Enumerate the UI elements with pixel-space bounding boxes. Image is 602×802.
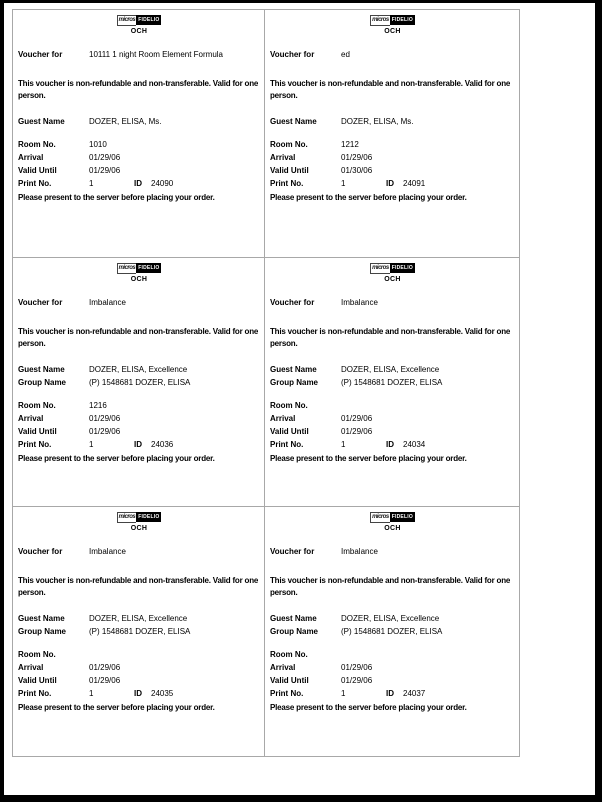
id-value: 24090 [151, 179, 174, 188]
id-label: ID [386, 440, 394, 449]
arrival-value: 01/29/06 [89, 153, 121, 162]
print-no-value: 1 [89, 440, 94, 449]
arrival-row [270, 151, 515, 164]
footer-text: Please present to the server before placing your order. [270, 454, 467, 463]
valid-until-row [18, 164, 260, 177]
valid-until-label: Valid Until [18, 427, 57, 436]
terms-text: This voucher is non-refundable and non-transferable. Valid for one person. [18, 79, 259, 100]
property-code: OCH [384, 525, 401, 532]
footer-text: Please present to the server before placing your order. [270, 193, 467, 202]
arrival-row [270, 412, 515, 425]
fidelio-logo-text: FIDELIO [138, 17, 160, 23]
guest-name-value: DOZER, ELISA, Excellence [341, 365, 440, 374]
guest-name-row [18, 363, 260, 376]
id-label: ID [134, 689, 142, 698]
guest-name-value: DOZER, ELISA, Ms. [341, 117, 414, 126]
arrival-label: Arrival [270, 153, 296, 162]
voucher-for-row [270, 48, 515, 61]
room-no-value: 1010 [89, 140, 107, 149]
voucher-card [13, 10, 265, 258]
footer-text: Please present to the server before placing your order. [18, 454, 215, 463]
voucher-for-label: Voucher for [270, 50, 315, 59]
room-no-value: 1216 [89, 401, 107, 410]
valid-until-row [270, 164, 515, 177]
guest-name-row [270, 612, 515, 625]
print-no-row [18, 687, 260, 700]
footer-text: Please present to the server before placing your order. [18, 193, 215, 202]
voucher-card [265, 10, 520, 258]
voucher-page [4, 3, 595, 795]
voucher-for-label: Voucher for [18, 547, 63, 556]
room-no-row [270, 648, 515, 661]
voucher-for-value: Imbalance [341, 298, 378, 307]
micros-logo-text: micros [117, 15, 137, 26]
print-no-label: Print No. [18, 179, 52, 188]
print-no-label: Print No. [270, 440, 304, 449]
voucher-for-label: Voucher for [270, 298, 315, 307]
room-no-row [270, 399, 515, 412]
voucher-card [13, 507, 265, 757]
micros-logo-text: micros [370, 15, 390, 26]
group-name-row [270, 376, 515, 389]
terms-text: This voucher is non-refundable and non-transferable. Valid for one person. [270, 327, 511, 348]
group-name-row [18, 625, 260, 638]
group-name-value: (P) 1548681 DOZER, ELISA [341, 627, 443, 636]
footer-text: Please present to the server before placing your order. [270, 703, 467, 712]
fidelio-logo-text: FIDELIO [138, 265, 160, 271]
arrival-row [18, 151, 260, 164]
arrival-label: Arrival [270, 663, 296, 672]
voucher-for-row [270, 545, 515, 558]
terms-text: This voucher is non-refundable and non-transferable. Valid for one person. [18, 327, 259, 348]
id-value: 24037 [403, 689, 426, 698]
room-no-label: Room No. [18, 650, 56, 659]
micros-fidelio-logo [18, 15, 260, 25]
valid-until-label: Valid Until [18, 166, 57, 175]
voucher-for-value: ed [341, 50, 350, 59]
arrival-row [270, 661, 515, 674]
valid-until-value: 01/29/06 [89, 427, 121, 436]
group-name-value: (P) 1548681 DOZER, ELISA [89, 627, 191, 636]
arrival-label: Arrival [18, 663, 44, 672]
voucher-for-value: Imbalance [89, 547, 126, 556]
valid-until-row [18, 674, 260, 687]
arrival-label: Arrival [18, 414, 44, 423]
footer-text: Please present to the server before placing your order. [18, 703, 215, 712]
room-no-row [18, 138, 260, 151]
group-name-row [18, 376, 260, 389]
voucher-for-row [270, 296, 515, 309]
guest-name-value: DOZER, ELISA, Ms. [89, 117, 162, 126]
valid-until-value: 01/30/06 [341, 166, 373, 175]
micros-fidelio-logo [270, 512, 515, 522]
voucher-for-label: Voucher for [18, 298, 63, 307]
valid-until-value: 01/29/06 [89, 166, 121, 175]
print-no-value: 1 [341, 440, 346, 449]
print-no-value: 1 [341, 689, 346, 698]
id-label: ID [386, 689, 394, 698]
voucher-card [265, 258, 520, 507]
guest-name-label: Guest Name [270, 614, 317, 623]
guest-name-row [270, 363, 515, 376]
fidelio-logo-text: FIDELIO [391, 17, 413, 23]
arrival-label: Arrival [270, 414, 296, 423]
micros-logo-text: micros [370, 512, 390, 523]
property-code: OCH [384, 276, 401, 283]
guest-name-value: DOZER, ELISA, Excellence [89, 365, 188, 374]
guest-name-label: Guest Name [270, 117, 317, 126]
group-name-label: Group Name [18, 378, 67, 387]
print-no-row [270, 438, 515, 451]
valid-until-value: 01/29/06 [89, 676, 121, 685]
room-no-row [18, 399, 260, 412]
property-code: OCH [130, 276, 148, 283]
print-no-value: 1 [89, 179, 94, 188]
id-value: 24035 [151, 689, 174, 698]
guest-name-label: Guest Name [270, 365, 317, 374]
arrival-value: 01/29/06 [89, 663, 121, 672]
room-no-label: Room No. [270, 401, 308, 410]
group-name-value: (P) 1548681 DOZER, ELISA [89, 378, 191, 387]
micros-fidelio-logo [270, 15, 515, 25]
guest-name-value: DOZER, ELISA, Excellence [89, 614, 188, 623]
voucher-for-row [18, 48, 260, 61]
property-code: OCH [130, 525, 148, 532]
voucher-card [13, 258, 265, 507]
property-code: OCH [384, 28, 401, 35]
id-value: 24034 [403, 440, 426, 449]
group-name-value: (P) 1548681 DOZER, ELISA [341, 378, 443, 387]
id-value: 24036 [151, 440, 174, 449]
valid-until-label: Valid Until [270, 166, 309, 175]
terms-text: This voucher is non-refundable and non-transferable. Valid for one person. [270, 576, 511, 597]
room-no-label: Room No. [270, 650, 308, 659]
guest-name-label: Guest Name [18, 365, 65, 374]
guest-name-value: DOZER, ELISA, Excellence [341, 614, 440, 623]
fidelio-logo-text: FIDELIO [391, 514, 413, 520]
voucher-grid [12, 9, 520, 757]
voucher-for-value: Imbalance [89, 298, 126, 307]
property-code: OCH [130, 28, 148, 35]
valid-until-row [270, 425, 515, 438]
valid-until-value: 01/29/06 [341, 676, 373, 685]
arrival-row [18, 412, 260, 425]
room-no-row [270, 138, 515, 151]
valid-until-value: 01/29/06 [341, 427, 373, 436]
voucher-for-row [18, 545, 260, 558]
micros-logo-text: micros [370, 263, 390, 274]
group-name-label: Group Name [270, 627, 319, 636]
valid-until-label: Valid Until [270, 676, 309, 685]
print-no-row [18, 438, 260, 451]
print-no-label: Print No. [270, 689, 304, 698]
room-no-label: Room No. [270, 140, 308, 149]
micros-logo-text: micros [117, 512, 137, 523]
guest-name-row [18, 115, 260, 128]
voucher-for-row [18, 296, 260, 309]
micros-fidelio-logo [18, 512, 260, 522]
arrival-label: Arrival [18, 153, 44, 162]
print-no-label: Print No. [18, 689, 52, 698]
micros-fidelio-logo [270, 263, 515, 273]
room-no-row [18, 648, 260, 661]
voucher-card [265, 507, 520, 757]
arrival-value: 01/29/06 [89, 414, 121, 423]
voucher-for-label: Voucher for [270, 547, 315, 556]
print-no-label: Print No. [270, 179, 304, 188]
terms-text: This voucher is non-refundable and non-transferable. Valid for one person. [18, 576, 259, 597]
guest-name-row [18, 612, 260, 625]
print-no-row [270, 687, 515, 700]
guest-name-row [270, 115, 515, 128]
id-value: 24091 [403, 179, 426, 188]
voucher-for-value: Imbalance [341, 547, 378, 556]
print-no-label: Print No. [18, 440, 52, 449]
valid-until-row [18, 425, 260, 438]
print-no-row [270, 177, 515, 190]
fidelio-logo-text: FIDELIO [138, 514, 160, 520]
print-no-value: 1 [89, 689, 94, 698]
group-name-row [270, 625, 515, 638]
terms-text: This voucher is non-refundable and non-transferable. Valid for one person. [270, 79, 511, 100]
print-no-value: 1 [341, 179, 346, 188]
room-no-label: Room No. [18, 140, 56, 149]
fidelio-logo-text: FIDELIO [391, 265, 413, 271]
arrival-row [18, 661, 260, 674]
valid-until-label: Valid Until [18, 676, 57, 685]
guest-name-label: Guest Name [18, 117, 65, 126]
id-label: ID [134, 179, 142, 188]
group-name-label: Group Name [270, 378, 319, 387]
room-no-label: Room No. [18, 401, 56, 410]
valid-until-row [270, 674, 515, 687]
group-name-label: Group Name [18, 627, 67, 636]
voucher-for-value: 10111 1 night Room Element Formula [89, 50, 223, 59]
micros-fidelio-logo [18, 263, 260, 273]
arrival-value: 01/29/06 [341, 414, 373, 423]
arrival-value: 01/29/06 [341, 153, 373, 162]
print-no-row [18, 177, 260, 190]
id-label: ID [386, 179, 394, 188]
guest-name-label: Guest Name [18, 614, 65, 623]
micros-logo-text: micros [117, 263, 137, 274]
valid-until-label: Valid Until [270, 427, 309, 436]
arrival-value: 01/29/06 [341, 663, 373, 672]
room-no-value: 1212 [341, 140, 359, 149]
id-label: ID [134, 440, 142, 449]
voucher-for-label: Voucher for [18, 50, 63, 59]
